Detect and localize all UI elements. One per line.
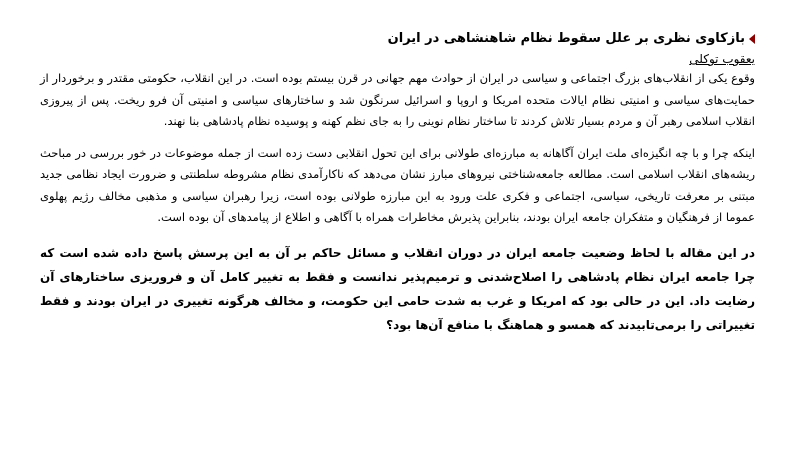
paragraph-1: وقوع یکی از انقلاب‌های بزرگ اجتماعی و سیاسی در ایران از حوادث مهم جهانی در قرن بیستم بوده است. در این انقلاب، حکومتی مقتدر و برخوردار از حمایت‌های سیاسی و امنیتی نظام ایالات متحده امریکا و اروپا و اسرائیل سرنگون شد و ساختارهای سیاسی و امنیتی آن فرو ریخت. پس از پیروزی انقلاب اسلامی رهبر آن و مردم بسیار تلاش کردند تا ساختار نظام نوینی را به جای نظم کهنه و پوسیده نظام پادشاهی بنا نهند. — [40, 71, 755, 128]
article-title-row — [40, 30, 755, 48]
paragraph-2: اینکه چرا و با چه انگیزه‌ای ملت ایران آگاهانه به مبارزه‌ای طولانی برای این تحول انقلابی دست زده است از جمله موضوعات در خور بررسی در مباحث ریشه‌های انقلاب اسلامی است. مطالعه جامعه‌شناختی نیروهای مبارز نشان می‌دهد که ناکارآمدی نظام مشروطه سلطنتی و ضرورت ایجاد نظامی جدید مبتنی بر معرفت تاریخی، سیاسی، اجتماعی و فکری علت ورود به این مبارزه طولانی بوده است، زیرا رهبران سیاسی و مذهبی مخالف رژیم پهلوی عموما از فرهنگیان و متفکران جامعه ایران بودند، بنابراین پذیرش مخاطرات همراه با آگاهی و اطلاع از پیامدهای آن بوده است. — [40, 145, 755, 224]
article-title: بازکاوی نظری بر علل سقوط نظام شاهنشاهی در ایران — [387, 31, 745, 46]
article-author: یعقوب توکلی — [689, 52, 755, 66]
bold-paragraph: در این مقاله با لحاظ وضعیت جامعه ایران در دوران انقلاب و مسائل حاکم بر آن به این پرسش پاسخ داده شده است که چرا جامعه ایران نظام پادشاهی را اصلاح‌شدنی و ترمیم‌پذیر ندانست و فقط به تغییر کامل آن و فروریزی ساختارهای آن رضایت داد. این در حالی بود که امریکا و غرب به شدت حامی این حکومت، و مخالف هرگونه تغییری در ایران بودند و فقط تغییراتی را برمی‌تابیدند که همسو و هماهنگ با منافع آن‌ها بود؟ — [40, 245, 755, 332]
bullet-triangle-icon — [749, 34, 755, 44]
article — [40, 30, 755, 337]
